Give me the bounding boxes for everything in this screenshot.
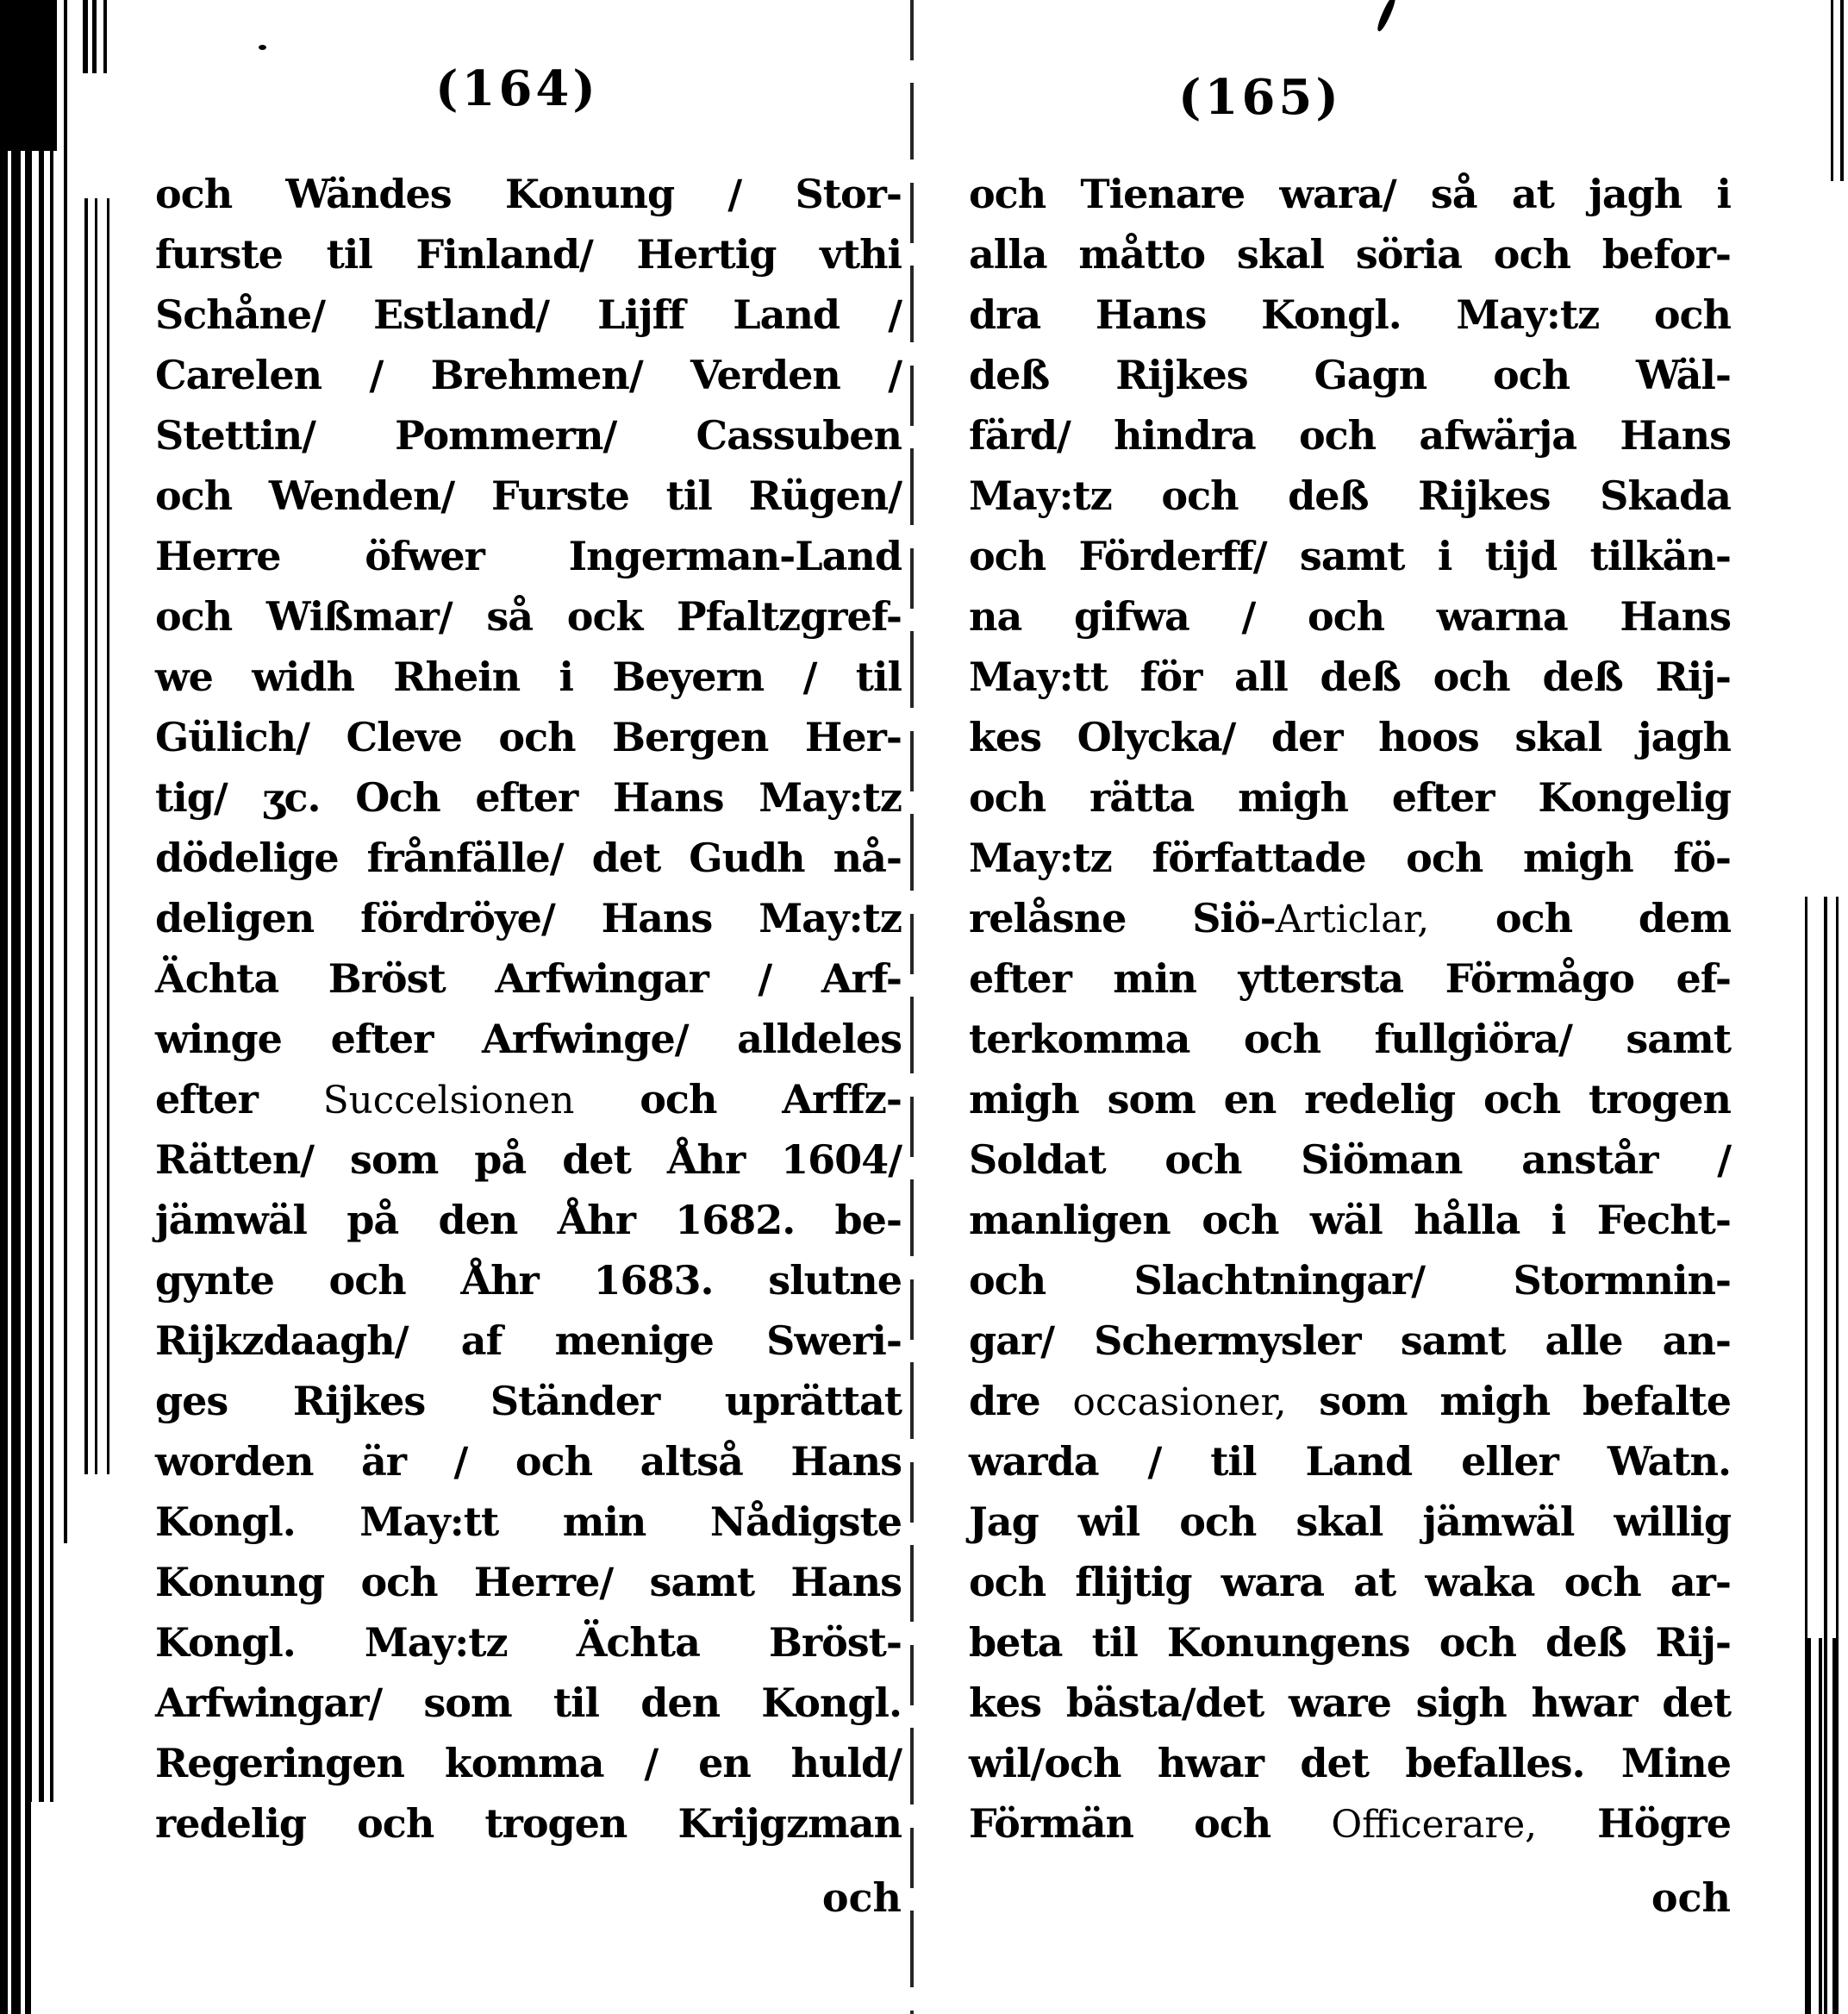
edge-streaks-top-right: [1826, 0, 1848, 181]
text-line: alla måtto skal söria och befor-: [969, 231, 1731, 278]
text-line: May:tz och deß Rijkes Skada: [969, 472, 1731, 519]
text-line: färd/ hindra och afwärja Hans: [969, 412, 1731, 459]
text-line: kes bästa/det ware sigh hwar det: [969, 1679, 1731, 1726]
binding-streaks-top-left: [83, 0, 117, 73]
text-line: och Förderff/ samt i tijd tilkän-: [969, 533, 1731, 579]
text-line: Kongl. May:tz Ächta Bröst-: [155, 1619, 902, 1666]
text-segment-fraktur: Högre: [1537, 1800, 1731, 1847]
text-line: Arfwingar/ som til den Kongl.: [155, 1679, 902, 1726]
text-line: efter min yttersta Förmågo ef-: [969, 955, 1731, 1002]
text-line: Rätten/ som på det Åhr 1604/: [155, 1136, 902, 1183]
text-line: Kongl. May:tt min Nådigste: [155, 1498, 902, 1545]
text-line: Gülich/ Cleve och Bergen Her-: [155, 714, 902, 760]
text-line: deß Rijkes Gagn och Wäl-: [969, 352, 1731, 398]
text-line: worden är / och altså Hans: [155, 1438, 902, 1485]
text-line: Regeringen komma / en huld/: [155, 1740, 902, 1786]
text-line: [969, 1371, 1731, 1431]
text-segment-roman: occasioner,: [1072, 1380, 1287, 1424]
text-line: och Wenden/ Furste til Rügen/: [155, 472, 902, 519]
text-line: Konung och Herre/ samt Hans: [155, 1559, 902, 1605]
text-line: Carelen / Brehmen/ Verden /: [155, 352, 902, 398]
text-line: och Slachtningar/ Stormnin-: [969, 1257, 1731, 1304]
text-line: terkomma och fullgiöra/ samt: [969, 1016, 1731, 1062]
text-line: beta til Konungens och deß Rij-: [969, 1619, 1731, 1666]
catchword-left: och: [821, 1874, 902, 1921]
text-line: [155, 1069, 902, 1129]
text-line: och Wändes Konung / Stor-: [155, 171, 902, 217]
text-line: wil/och hwar det befalles. Mine: [969, 1740, 1731, 1786]
text-line: [969, 888, 1731, 948]
text-line: redelig och trogen Krijgzman: [155, 1800, 902, 1847]
text-line: deligen fördröye/ Hans May:tz: [155, 895, 902, 941]
text-line: dödelige frånfälle/ det Gudh nå-: [155, 835, 902, 881]
text-line: May:tz författade och migh fö-: [969, 835, 1731, 881]
text-line: kes Olycka/ der hoos skal jagh: [969, 714, 1731, 760]
text-line: dra Hans Kongl. May:tz och: [969, 291, 1731, 338]
text-line: jämwäl på den Åhr 1682. be-: [155, 1197, 902, 1243]
text-segment-fraktur: som migh befalte: [1286, 1378, 1731, 1424]
binding-streaks-left-inner: [84, 198, 117, 1474]
text-line: gar/ Schermysler samt alle an-: [969, 1317, 1731, 1364]
text-line: May:tt för all deß och deß Rij-: [969, 654, 1731, 700]
text-segment-fraktur: relåsne Siö-: [969, 895, 1276, 941]
text-segment-fraktur: Förmän och: [969, 1800, 1332, 1847]
text-line: och Wißmar/ så ock Pfaltzgref-: [155, 593, 902, 640]
text-line: Schåne/ Estland/ Lijff Land /: [155, 291, 902, 338]
edge-streaks-bottom-right: [1807, 1638, 1848, 2014]
paper-area: [62, 1543, 131, 1819]
text-line: Stettin/ Pommern/ Cassuben: [155, 412, 902, 459]
text-segment-roman: Officerare,: [1331, 1803, 1538, 1847]
text-line: Soldat och Siöman anstår /: [969, 1136, 1731, 1183]
text-line: Rijkzdaagh/ af menige Sweri-: [155, 1317, 902, 1364]
page-number-left: (164): [435, 60, 599, 117]
ink-speck: [259, 45, 266, 50]
text-line: gynte och Åhr 1683. slutne: [155, 1257, 902, 1304]
text-segment-fraktur: och dem: [1429, 895, 1731, 941]
text-segment-fraktur: dre: [969, 1378, 1073, 1424]
text-line: migh som en redelig och trogen: [969, 1076, 1731, 1123]
text-line: Jag wil och skal jämwäl willig: [969, 1498, 1731, 1545]
ink-mark: [1375, 0, 1397, 33]
text-line: tig/ ʒc. Och efter Hans May:tz: [155, 774, 902, 821]
text-line: we widh Rhein i Beyern / til: [155, 654, 902, 700]
text-line: na gifwa / och warna Hans: [969, 593, 1731, 640]
text-line: och flijtig wara at waka och ar-: [969, 1559, 1731, 1605]
paper-area: [31, 1802, 128, 2014]
text-line: [969, 1793, 1731, 1854]
text-line: Herre öfwer Ingerman-Land: [155, 533, 902, 579]
page-left-text-column: [155, 164, 902, 1928]
text-line: manligen och wäl hålla i Fecht-: [969, 1197, 1731, 1243]
text-segment-roman: Succelsionen: [322, 1079, 575, 1123]
text-line: warda / til Land eller Watn.: [969, 1438, 1731, 1485]
page-right-text-column: [969, 164, 1731, 1928]
catchword-right: och: [1651, 1874, 1731, 1921]
page-divider-line: [910, 0, 914, 2014]
text-segment-fraktur: efter: [155, 1076, 323, 1123]
text-segment-roman: Articlar,: [1275, 898, 1430, 941]
text-line: och rätta migh efter Kongelig: [969, 774, 1731, 821]
text-line: och Tienare wara/ så at jagh i: [969, 171, 1731, 217]
text-segment-fraktur: och Arffz-: [574, 1076, 902, 1123]
text-line: winge efter Arfwinge/ alldeles: [155, 1016, 902, 1062]
text-line: Ächta Bröst Arfwingar / Arf-: [155, 955, 902, 1002]
text-line: furste til Finland/ Hertig vthi: [155, 231, 902, 278]
text-line: ges Rijkes Ständer uprättat: [155, 1378, 902, 1424]
binding-ink-blob-top-left: [0, 0, 57, 151]
page-number-right: (165): [1178, 69, 1342, 126]
